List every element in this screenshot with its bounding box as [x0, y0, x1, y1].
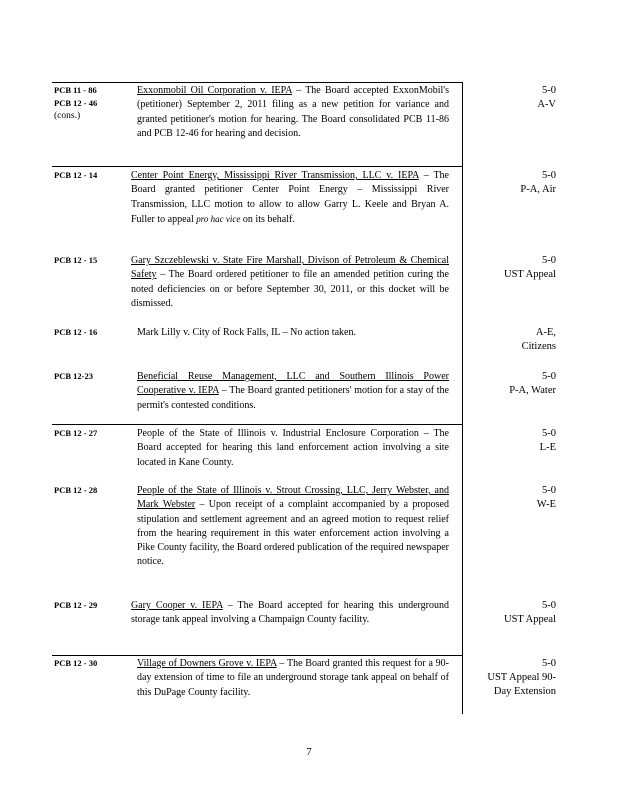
vote-count: 5-0	[542, 371, 556, 382]
row-divider	[52, 655, 463, 656]
case-number: PCB 12 - 27	[54, 428, 98, 438]
case-number: PCB 12-23	[54, 371, 93, 381]
case-title: Village of Downers Grove v. IEPA	[137, 658, 277, 669]
case-description: Mark Lilly v. City of Rock Falls, IL – No action taken.	[137, 327, 356, 338]
case-number: PCB 12 - 15	[54, 255, 98, 265]
vote-count: 5-0	[542, 485, 556, 496]
vote-count: 5-0	[542, 170, 556, 181]
vote-count: 5-0	[542, 600, 556, 611]
case-number: PCB 11 - 86 PCB 12 - 46 (cons.)	[54, 85, 98, 121]
vote-cell	[436, 370, 556, 398]
case-number: PCB 12 - 29	[54, 600, 98, 610]
case-title: Gary Cooper v. IEPA	[131, 600, 223, 611]
vote-cell	[436, 326, 556, 354]
case-number: PCB 12 - 28	[54, 485, 98, 495]
vote-count: 5-0	[542, 428, 556, 439]
vote-cell	[436, 84, 556, 112]
case-title: Exxonmobil Oil Corporation v. IEPA	[137, 85, 292, 96]
vote-count: A-E,	[535, 327, 556, 338]
case-type: UST Appeal 90-	[487, 672, 556, 683]
case-description: Village of Downers Grove v. IEPA – The Board granted this request for a 90-day extension of time to file an underground storage tank appeal on behalf of this DuPage County facility.	[137, 658, 450, 698]
row-divider	[52, 166, 463, 167]
case-type: P-A, Air	[520, 184, 556, 195]
case-type: UST Appeal	[503, 269, 556, 280]
case-type: W-E	[536, 499, 556, 510]
case-type-continued: Day Extension	[493, 686, 556, 697]
case-number: PCB 12 - 30	[54, 658, 98, 668]
case-description: Gary Cooper v. IEPA – The Board accepted for hearing this underground storage tank appeal involving a Champaign County facility.	[131, 600, 449, 626]
case-type: UST Appeal	[503, 614, 556, 625]
case-title: Beneficial Reuse Management, LLC and Southern Illinois Power Cooperative v. IEPA	[137, 371, 449, 397]
case-description: People of the State of Illinois v. Strout Crossing, LLC, Jerry Webster, and Mark Webster – Upon receipt of a complaint accompanied by a proposed stipulation and settlement agreement and an agreed motion to request relief from the hearing requirement in this water enforcement action involving a Pike County facility, the Board ordered publication of the required newspaper notice.	[137, 485, 449, 568]
vote-cell	[436, 657, 556, 699]
case-description: Center Point Energy, Mississippi River Transmission, LLC v. IEPA – The Board granted petitioner Center Point Energy – Mississippi River Transmission, LLC motion to allow to allow Garry L. Keele and Bryan A. Fuller to appeal pro hac vice on its behalf.	[131, 170, 449, 225]
vote-count: 5-0	[542, 85, 556, 96]
case-description: Gary Szczeblewski v. State Fire Marshall, Divison of Petroleum & Chemical Safety – The Board ordered petitioner to file an amended petition curing the noted deficiencies on or before September 30, 2011, or this docket will be dismissed.	[131, 255, 449, 309]
vote-cell	[436, 484, 556, 512]
case-title: Gary Szczeblewski v. State Fire Marshall, Divison of Petroleum & Chemical Safety	[131, 255, 449, 281]
case-description: People of the State of Illinois v. Industrial Enclosure Corporation – The Board accepted for hearing this land enforcement action involving a site located in Kane County.	[137, 428, 449, 468]
case-type: L-E	[539, 442, 556, 453]
vote-cell	[436, 599, 556, 627]
case-number: PCB 12 - 14	[54, 170, 98, 180]
case-title: People of the State of Illinois v. Strout Crossing, LLC, Jerry Webster, and Mark Webster	[137, 485, 449, 511]
case-description: Exxonmobil Oil Corporation v. IEPA – The Board accepted ExxonMobil's (petitioner) September 2, 2011 filing as a new petition for variance and granted petitioner's motion for hearing. The Board consolidated PCB 11-86 and PCB 12-46 for hearing and decision.	[137, 85, 450, 139]
case-description: Beneficial Reuse Management, LLC and Southern Illinois Power Cooperative v. IEPA – The Board granted petitioners' motion for a stay of the permit's contested conditions.	[137, 371, 449, 411]
vote-cell	[436, 427, 556, 455]
case-type: Citizens	[521, 341, 556, 352]
case-type: P-A, Water	[509, 385, 556, 396]
case-type: A-V	[537, 99, 556, 110]
vote-cell	[436, 254, 556, 282]
row-divider	[52, 82, 463, 83]
vote-count: 5-0	[542, 658, 556, 669]
row-divider	[52, 424, 463, 425]
page-number: 7	[306, 746, 312, 758]
case-title: Center Point Energy, Mississippi River Transmission, LLC v. IEPA	[131, 170, 419, 181]
vote-count: 5-0	[542, 255, 556, 266]
case-number: PCB 12 - 16	[54, 327, 98, 337]
vote-cell	[436, 169, 556, 197]
